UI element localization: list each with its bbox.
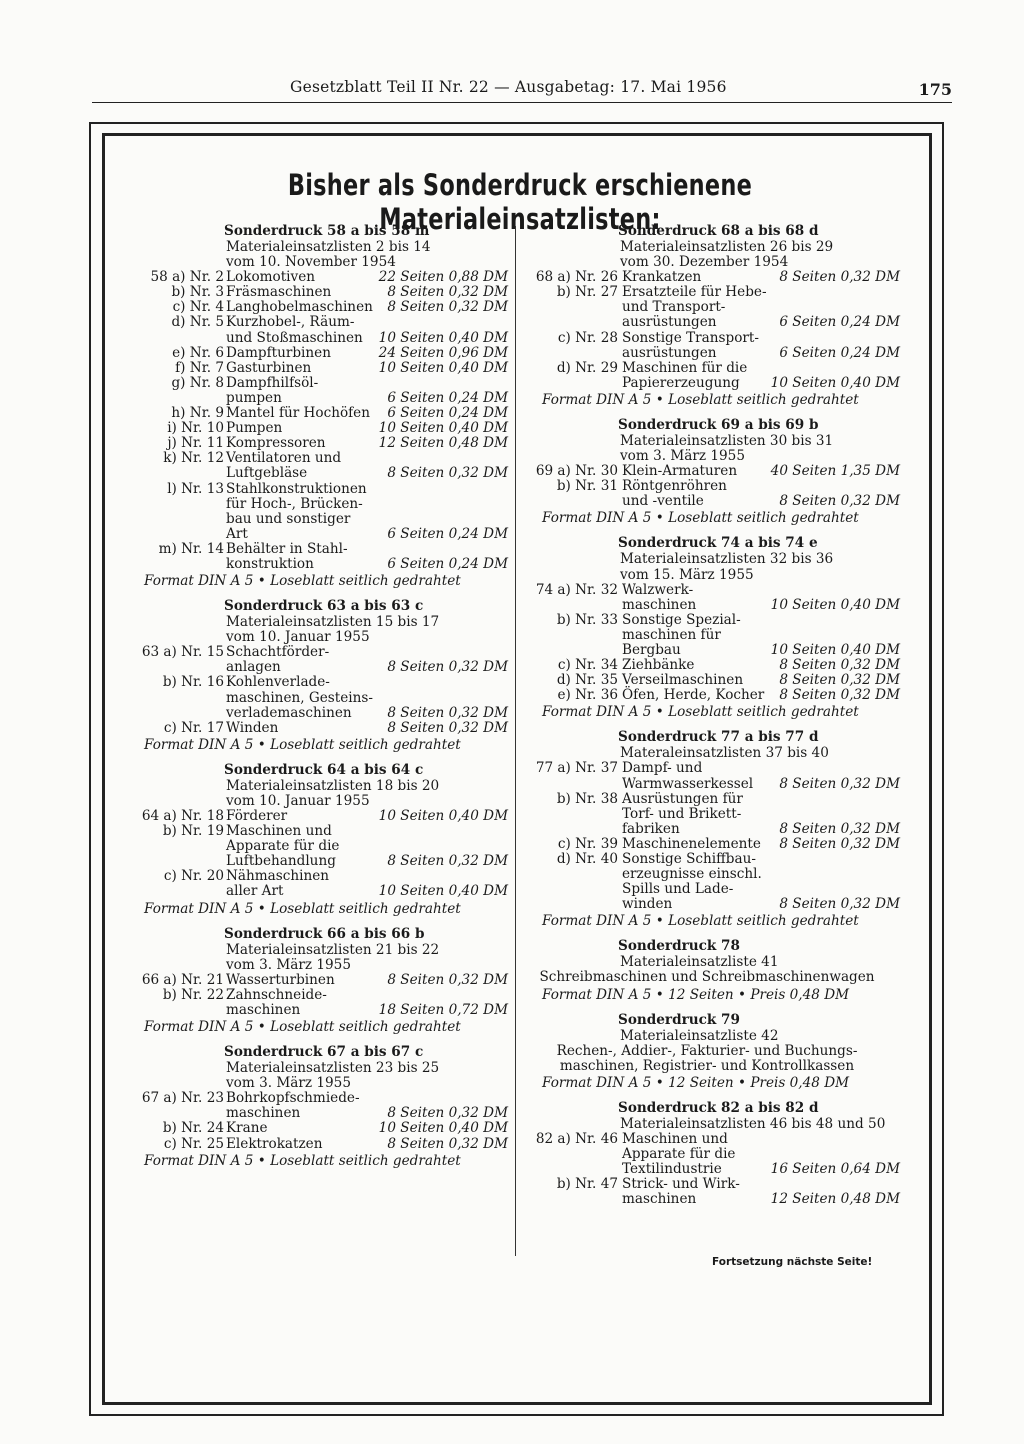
item-name: Kohlenverlade- [226,674,330,691]
item-name: maschinen [622,596,697,613]
item-name: Maschinen und [226,823,332,840]
item-label: h) Nr. 9 [171,405,224,422]
list-item-line [128,706,513,721]
sonderdruck-section [128,763,513,917]
item-name: maschinen [226,1001,301,1018]
list-item-line [128,436,513,451]
sonderdruck-section [522,730,917,929]
section-info-line: vom 30. Dezember 1954 [620,254,789,271]
item-pages-price: 8 Seiten 0,32 DM [779,493,900,510]
list-item-line [522,688,917,703]
item-label: f) Nr. 7 [175,359,224,376]
list-item-line [522,1192,917,1207]
item-label: b) Nr. 33 [556,611,618,628]
list-item-line [522,658,917,673]
item-name: Fräsmaschinen [226,284,332,301]
sonderdruck-section [522,1101,917,1208]
list-item-line [522,1162,917,1177]
list-item-line [128,300,513,315]
list-item-line [522,598,917,613]
item-name: Art [226,525,248,542]
list-item-line [128,660,513,675]
list-item-line [522,315,917,330]
list-item-line [522,643,917,658]
list-item-line [522,464,917,479]
section-heading: Sonderdruck 69 a bis 69 b [618,416,819,433]
section-info-line: Materialeinsatzlisten 30 bis 31 [620,432,834,449]
list-item-line [522,494,917,509]
item-name: ausrüstungen [622,314,717,331]
item-name: Papiererzeugung [622,374,740,391]
list-item-line [128,839,513,854]
item-name: Maschinen und [622,1130,728,1147]
item-label: d) Nr. 5 [171,314,224,331]
item-label: 74 a) Nr. 32 [535,581,618,598]
section-info-line: Materialeinsatzlisten 21 bis 22 [226,941,440,958]
section-info-line: vom 10. Januar 1955 [226,629,370,646]
section-center-info: Schreibmaschinen und Schreibmaschinenwagen [539,969,875,986]
item-label: c) Nr. 20 [163,868,224,885]
item-name: Warmwasserkessel [622,775,754,792]
item-name: maschinen für [622,626,721,643]
list-item-line [522,792,917,807]
item-name: Gasturbinen [226,359,312,376]
item-name: Sonstige Spezial- [622,611,741,628]
sonderdruck-section [522,418,917,526]
item-pages-price: 6 Seiten 0,24 DM [387,405,508,422]
item-pages-price: 8 Seiten 0,32 DM [779,820,900,837]
item-pages-price: 8 Seiten 0,32 DM [779,657,900,674]
item-label: b) Nr. 22 [162,986,224,1003]
list-item-line [522,270,917,285]
item-pages-price: 8 Seiten 0,32 DM [387,1105,508,1122]
item-label: 58 a) Nr. 2 [150,269,224,286]
list-item-line [522,628,917,643]
left-column [128,224,513,1179]
item-name: Strick- und Wirk- [622,1176,740,1193]
item-label: c) Nr. 39 [557,835,618,852]
item-label: d) Nr. 29 [556,359,618,376]
item-name: Dampfhilfsöl- [226,374,319,391]
list-item-line [128,1121,513,1136]
item-name: maschinen [226,1105,301,1122]
item-pages-price: 8 Seiten 0,32 DM [387,971,508,988]
section-info-line: vom 3. März 1955 [226,956,351,973]
item-name: und Stoßmaschinen [226,329,363,346]
item-name: konstruktion [226,555,314,572]
item-pages-price: 8 Seiten 0,32 DM [387,299,508,316]
list-item-line [522,1177,917,1192]
list-item-line [128,988,513,1003]
item-name: Mantel für Hochöfen [226,405,370,422]
item-pages-price: 10 Seiten 0,40 DM [770,596,900,613]
list-item-line [128,497,513,512]
section-info-line: Materialeinsatzlisten 2 bis 14 [226,239,431,255]
list-item-line [128,391,513,406]
item-name: Verseilmaschinen [622,672,744,689]
item-name: Dampf- und [622,760,703,777]
item-label: b) Nr. 3 [171,284,224,301]
item-pages-price: 8 Seiten 0,32 DM [779,269,900,286]
item-name: Textilindustrie [622,1161,722,1178]
list-item-line [128,512,513,527]
item-pages-price: 8 Seiten 0,32 DM [779,672,900,689]
list-item-line [522,807,917,822]
section-info-line: Materialeinsatzlisten 26 bis 29 [620,239,834,255]
format-note: Format DIN A 5 • Loseblatt seitlich gedrahtet [542,510,859,527]
list-item-line [522,285,917,300]
list-item-line [522,852,917,867]
list-item-line [128,527,513,542]
item-label: b) Nr. 24 [162,1120,224,1137]
header-title: Gesetzblatt Teil II Nr. 22 — Ausgabetag: 17. Mai 1956 [290,78,727,96]
format-note: Format DIN A 5 • Loseblatt seitlich gedrahtet [542,913,859,930]
item-pages-price: 10 Seiten 0,40 DM [770,374,900,391]
sonderdruck-section [128,224,513,589]
list-item-line [128,466,513,481]
item-name: Krane [226,1120,268,1137]
item-pages-price: 8 Seiten 0,32 DM [779,687,900,704]
item-label: 63 a) Nr. 15 [141,644,224,661]
item-name: Kurzhobel-, Räum- [226,314,355,331]
list-item-line [522,583,917,598]
item-label: 66 a) Nr. 21 [141,971,224,988]
list-item-line [522,882,917,897]
section-info-line: vom 3. März 1955 [620,448,745,465]
item-label: 64 a) Nr. 18 [141,808,224,824]
list-item-line [522,761,917,776]
format-note: Format DIN A 5 • 12 Seiten • Preis 0,48 DM [542,1074,850,1091]
item-label: j) Nr. 11 [167,435,224,452]
item-name: Kompressoren [226,435,326,452]
item-name: Öfen, Herde, Kocher [622,687,765,704]
item-name: Apparate für die [226,838,340,855]
item-name: Winden [226,719,279,736]
item-pages-price: 8 Seiten 0,32 DM [387,659,508,676]
item-name: Elektrokatzen [226,1135,323,1152]
item-name: Maschinen für die [622,359,748,376]
list-item-line [128,482,513,497]
section-info-line: Materialeinsatzliste 41 [620,954,779,971]
list-item-line [128,809,513,824]
list-item-line [522,331,917,346]
item-pages-price: 8 Seiten 0,32 DM [779,775,900,792]
item-label: 82 a) Nr. 46 [535,1130,618,1147]
sonderdruck-section [128,1045,513,1169]
item-label: 69 a) Nr. 30 [535,463,618,480]
item-pages-price: 6 Seiten 0,24 DM [387,525,508,542]
item-name: Wasserturbinen [226,971,335,988]
item-pages-price: 8 Seiten 0,32 DM [387,704,508,721]
list-item-line [128,346,513,361]
item-name: Schachtförder- [226,644,330,661]
list-item-line [128,1137,513,1152]
section-heading: Sonderdruck 79 [618,1011,740,1028]
format-note: Format DIN A 5 • Loseblatt seitlich gedrahtet [542,391,859,408]
list-item-line [128,1003,513,1018]
item-name: Bergbau [622,641,681,658]
item-name: verlademaschinen [226,704,352,721]
item-name: Luftbehandlung [226,853,336,870]
sonderdruck-section [522,224,917,408]
list-item-line [128,675,513,690]
format-note: Format DIN A 5 • Loseblatt seitlich gedrahtet [144,736,461,753]
item-name: Krankatzen [622,269,702,286]
format-note: Format DIN A 5 • Loseblatt seitlich gedrahtet [542,704,859,721]
list-item-line [128,315,513,330]
item-name: aller Art [226,883,284,900]
list-item-line [522,1147,917,1162]
section-heading: Sonderdruck 64 a bis 64 c [224,761,424,778]
list-item-line [522,1132,917,1147]
item-label: l) Nr. 13 [167,480,224,497]
item-label: c) Nr. 28 [557,329,618,346]
item-name: maschinen, Gesteins- [226,689,373,706]
item-pages-price: 6 Seiten 0,24 DM [779,314,900,331]
item-name: Förderer [226,808,288,824]
item-label: 77 a) Nr. 37 [535,760,618,777]
list-item-line [128,542,513,557]
item-name: Pumpen [226,420,283,437]
item-pages-price: 8 Seiten 0,32 DM [387,284,508,301]
list-item-line [128,557,513,572]
item-name: Sonstige Transport- [622,329,759,346]
item-name: Dampfturbinen [226,344,331,361]
list-item-line [522,361,917,376]
format-note: Format DIN A 5 • 12 Seiten • Preis 0,48 DM [542,986,850,1003]
item-pages-price: 40 Seiten 1,35 DM [770,463,900,480]
list-item-line [522,837,917,852]
section-info-line: vom 15. März 1955 [620,566,754,583]
item-name: Lokomotiven [226,269,315,286]
sonderdruck-section [522,939,917,1002]
section-info-line: vom 10. November 1954 [226,254,396,271]
item-name: Walzwerk- [622,581,694,598]
item-label: c) Nr. 17 [163,719,224,736]
item-pages-price: 8 Seiten 0,32 DM [779,835,900,852]
item-label: 67 a) Nr. 23 [141,1090,224,1107]
sonderdruck-section [128,927,513,1035]
item-pages-price: 22 Seiten 0,88 DM [378,269,508,286]
item-name: Ziehbänke [622,657,695,674]
item-pages-price: 10 Seiten 0,40 DM [378,329,508,346]
page-number: 175 [918,80,952,99]
right-column [522,224,917,1207]
item-pages-price: 8 Seiten 0,32 DM [387,465,508,482]
sonderdruck-section [522,536,917,720]
item-label: b) Nr. 47 [556,1176,618,1193]
item-name: Stahlkonstruktionen [226,480,367,497]
list-item-line [522,376,917,391]
item-name: Sonstige Schiffbau- [622,851,756,867]
item-pages-price: 8 Seiten 0,32 DM [387,853,508,870]
list-item-line [128,854,513,869]
list-item-line [522,346,917,361]
item-name: für Hoch-, Brücken- [226,495,363,512]
section-info-line: vom 3. März 1955 [226,1075,351,1092]
item-pages-price: 8 Seiten 0,32 DM [387,1135,508,1152]
list-item-line [522,673,917,688]
item-name: anlagen [226,659,281,676]
item-label: b) Nr. 27 [556,284,618,301]
item-label: c) Nr. 25 [163,1135,224,1152]
section-heading: Sonderdruck 82 a bis 82 d [618,1099,819,1116]
item-name: ausrüstungen [622,344,717,361]
section-center-info: Rechen-, Addier-, Fakturier- und Buchungs- maschinen, Registrier- und Kontrollkassen [556,1042,858,1074]
list-item-line [128,270,513,285]
section-heading: Sonderdruck 67 a bis 67 c [224,1044,424,1061]
item-name: Spills und Lade- [622,881,734,898]
item-name: Röntgenröhren [622,478,727,495]
item-pages-price: 10 Seiten 0,40 DM [378,359,508,376]
list-item-line [128,973,513,988]
section-heading: Sonderdruck 74 a bis 74 e [618,535,818,552]
format-note: Format DIN A 5 • Loseblatt seitlich gedrahtet [144,1152,461,1169]
item-name: bau und sonstiger [226,510,351,527]
section-info-line: Materialeinsatzlisten 46 bis 48 und 50 [620,1115,886,1132]
list-item-line [522,300,917,315]
list-item-line [128,869,513,884]
item-name: Apparate für die [622,1146,736,1163]
item-label: b) Nr. 38 [556,790,618,807]
list-item-line [128,1091,513,1106]
item-pages-price: 12 Seiten 0,48 DM [770,1191,900,1208]
sonderdruck-section [522,1013,917,1091]
section-heading: Sonderdruck 68 a bis 68 d [618,223,819,239]
item-name: pumpen [226,389,282,406]
main-title: Bisher als Sonderdruck erschienene Materialeinsatzlisten: [287,168,753,236]
item-name: Maschinenelemente [622,835,761,852]
item-name: fabriken [622,820,680,837]
item-pages-price: 6 Seiten 0,24 DM [387,389,508,406]
item-label: b) Nr. 19 [162,823,224,840]
column-divider [515,226,516,1256]
item-pages-price: 18 Seiten 0,72 DM [378,1001,508,1018]
item-label: b) Nr. 16 [162,674,224,691]
list-item-line [522,897,917,912]
item-label: m) Nr. 14 [158,540,224,557]
item-label: d) Nr. 40 [556,851,618,867]
item-pages-price: 10 Seiten 0,40 DM [378,808,508,824]
item-label: e) Nr. 6 [172,344,224,361]
item-name: erzeugnisse einschl. [622,866,762,883]
section-info-line: Materialeinsatzlisten 15 bis 17 [226,614,440,631]
list-item-line [522,822,917,837]
item-label: i) Nr. 10 [167,420,224,437]
list-item-line [128,824,513,839]
list-item-line [128,376,513,391]
item-pages-price: 6 Seiten 0,24 DM [387,555,508,572]
list-item-line [522,613,917,628]
list-item-line [128,721,513,736]
item-pages-price: 10 Seiten 0,40 DM [770,641,900,658]
sonderdruck-section [128,599,513,753]
item-name: und -ventile [622,493,704,510]
item-name: Ersatzteile für Hebe- [622,284,767,301]
item-pages-price: 12 Seiten 0,48 DM [378,435,508,452]
section-info-line: Materialeinsatzlisten 32 bis 36 [620,551,834,568]
list-item-line [128,451,513,466]
item-name: Ausrüstungen für [622,790,743,807]
item-pages-price: 6 Seiten 0,24 DM [779,344,900,361]
item-name: Behälter in Stahl- [226,540,348,557]
item-name: Bohrkopfschmiede- [226,1090,360,1107]
item-name: Luftgebläse [226,465,308,482]
format-note: Format DIN A 5 • Loseblatt seitlich gedrahtet [144,573,461,590]
list-item-line [128,421,513,436]
list-item-line [128,285,513,300]
item-pages-price: 24 Seiten 0,96 DM [378,344,508,361]
item-pages-price: 10 Seiten 0,40 DM [378,1120,508,1137]
item-label: g) Nr. 8 [171,374,224,391]
section-info-line: vom 10. Januar 1955 [226,792,370,809]
item-name: und Transport- [622,299,726,316]
list-item-line [128,691,513,706]
item-pages-price: 10 Seiten 0,40 DM [378,883,508,900]
list-item-line [522,479,917,494]
list-item-line [128,361,513,376]
list-item-line [128,645,513,660]
item-name: Ventilatoren und [226,450,342,467]
list-item-line [522,777,917,792]
item-name: Nähmaschinen [226,868,329,885]
item-name: Langhobelmaschinen [226,299,373,316]
item-label: b) Nr. 31 [556,478,618,495]
item-name: Zahnschneide- [226,986,327,1003]
item-label: d) Nr. 35 [556,672,618,689]
item-name: winden [622,896,673,913]
item-pages-price: 10 Seiten 0,40 DM [378,420,508,437]
item-label: e) Nr. 36 [557,687,618,704]
section-info-line: Materialeinsatzlisten 23 bis 25 [226,1060,440,1077]
list-item-line [128,331,513,346]
header-rule [92,102,952,103]
item-label: c) Nr. 34 [557,657,618,674]
list-item-line [128,1106,513,1121]
section-info-line: Materialeinsatzliste 42 [620,1027,779,1044]
section-heading: Sonderdruck 58 a bis 58 m [224,223,430,239]
item-label: c) Nr. 4 [172,299,224,316]
item-pages-price: 8 Seiten 0,32 DM [387,719,508,736]
section-heading: Sonderdruck 63 a bis 63 c [224,598,424,615]
list-item-line [128,406,513,421]
item-pages-price: 16 Seiten 0,64 DM [770,1161,900,1178]
section-info-line: Materialeinsatzlisten 18 bis 20 [226,777,440,794]
item-name: Klein-Armaturen [622,463,738,480]
format-note: Format DIN A 5 • Loseblatt seitlich gedrahtet [144,1019,461,1036]
list-item-line [128,884,513,899]
item-name: maschinen [622,1191,697,1208]
section-heading: Sonderdruck 77 a bis 77 d [618,729,819,746]
continuation-note: Fortsetzung nächste Seite! [712,1256,873,1268]
section-heading: Sonderdruck 66 a bis 66 b [224,925,425,942]
item-pages-price: 8 Seiten 0,32 DM [779,896,900,913]
format-note: Format DIN A 5 • Loseblatt seitlich gedrahtet [144,900,461,917]
item-name: Torf- und Brikett- [622,805,742,822]
item-label: 68 a) Nr. 26 [535,269,618,286]
section-heading: Sonderdruck 78 [618,938,740,955]
list-item-line [522,867,917,882]
item-label: k) Nr. 12 [163,450,224,467]
section-info-line: Materaleinsatzlisten 37 bis 40 [620,745,829,762]
